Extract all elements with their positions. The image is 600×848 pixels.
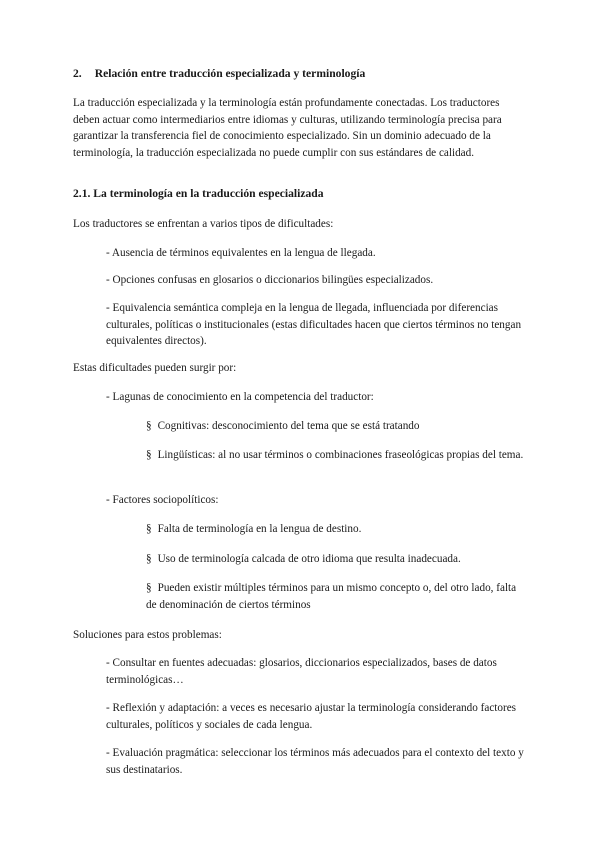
- difficulties-lead: Los traductores se enfrentan a varios tipos de dificultades:: [73, 218, 334, 230]
- cause-subitem-text: Cognitivas: desconocimiento del tema que se está tratando: [157, 420, 420, 432]
- section-sign-icon: §: [146, 449, 152, 461]
- section-sign-icon: §: [146, 523, 152, 535]
- cause-subitem-text: Uso de terminología calcada de otro idioma que resulta inadecuada.: [157, 553, 461, 565]
- causes-lead: Estas dificultades pueden surgir por:: [73, 362, 237, 374]
- intro-paragraph: La traducción especializada y la terminología están profundamente conectadas. Los traductores deben actuar como intermediarios entre idiomas y culturas, utilizando terminología precisa para garantizar la transferencia fiel de conocimiento especializado. Sin un dominio adecuado de la terminología, la traducción especializada no puede cumplir con sus estándares de calidad.: [73, 97, 502, 159]
- difficulty-item: - Opciones confusas en glosarios o diccionarios bilingües especializados.: [106, 274, 434, 286]
- cause-subitem: [146, 447, 526, 464]
- section-heading: [73, 66, 365, 83]
- cause-subitem-text: Lingüísticas: al no usar términos o combinaciones fraseológicas propias del tema.: [157, 449, 524, 461]
- cause-subitem: [146, 580, 526, 613]
- cause-subitem-text: Falta de terminología en la lengua de destino.: [157, 523, 362, 535]
- solutions-lead: Soluciones para estos problemas:: [73, 629, 222, 641]
- cause-group-title: - Factores sociopolíticos:: [106, 494, 219, 506]
- section-sign-icon: §: [146, 420, 152, 432]
- difficulty-item: - Ausencia de términos equivalentes en la lengua de llegada.: [106, 247, 376, 259]
- cause-subitem: [146, 418, 526, 435]
- section-title: Relación entre traducción especializada y terminología: [94, 67, 366, 80]
- cause-group-title: - Lagunas de conocimiento en la competencia del traductor:: [106, 391, 374, 403]
- cause-subitem: [146, 521, 526, 538]
- section-sign-icon: §: [146, 553, 152, 565]
- section-number: 2.: [73, 67, 82, 80]
- cause-subitem-text: Pueden existir múltiples términos para un mismo concepto o, del otro lado, falta de denominación de ciertos términos: [146, 582, 517, 611]
- cause-subitem: [146, 551, 526, 568]
- subsection-heading: 2.1. La terminología en la traducción especializada: [73, 187, 324, 200]
- solution-item: - Consultar en fuentes adecuadas: glosarios, diccionarios especializados, bases de datos terminológicas…: [106, 657, 497, 686]
- section-sign-icon: §: [146, 582, 152, 594]
- difficulty-item: - Equivalencia semántica compleja en la lengua de llegada, influenciada por diferencias culturales, políticas o institucionales (estas dificultades hacen que ciertos términos no tengan equivalentes directos).: [106, 302, 522, 347]
- solution-item: - Reflexión y adaptación: a veces es necesario ajustar la terminología considerando factores culturales, políticos y sociales de cada lengua.: [106, 702, 517, 731]
- solution-item: - Evaluación pragmática: seleccionar los términos más adecuados para el contexto del texto y sus destinatarios.: [106, 747, 524, 776]
